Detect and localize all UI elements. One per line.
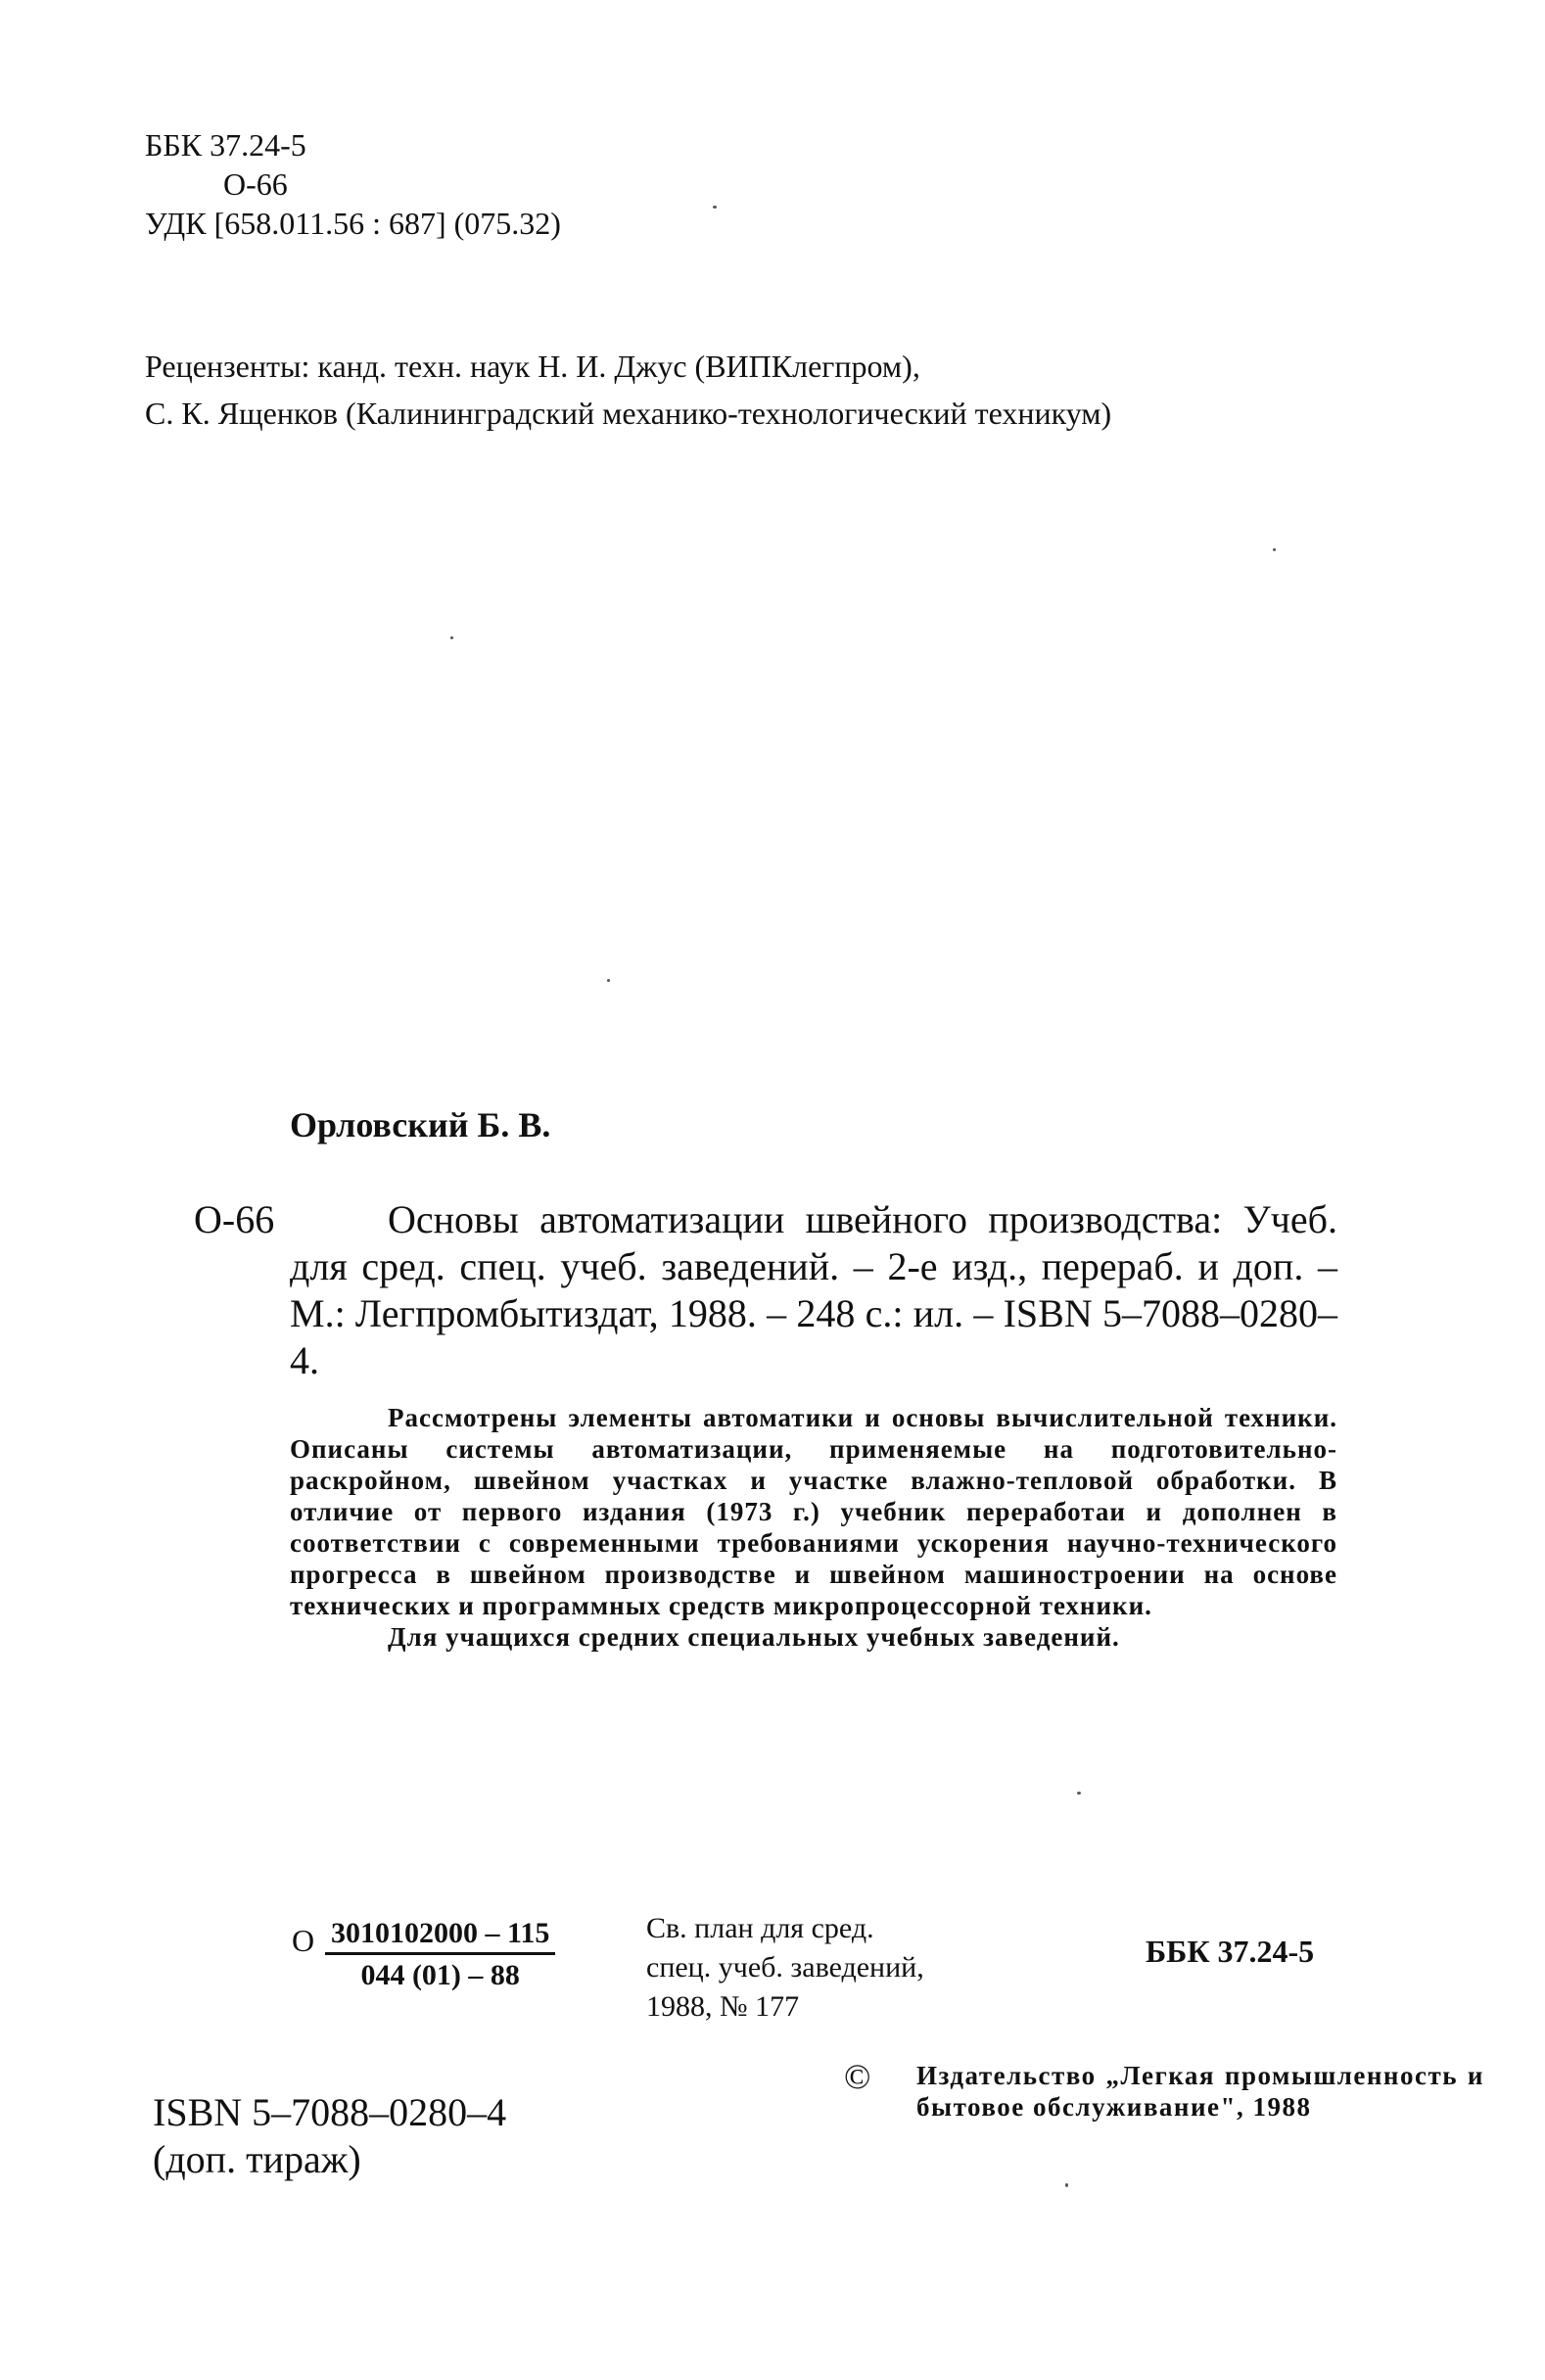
index-letter: О (292, 1923, 315, 1958)
title-entry (290, 1196, 1337, 1384)
isbn-number: ISBN 5–7088–0280–4 (153, 2090, 507, 2134)
plan-line-1: Св. план для сред. (646, 1912, 874, 1944)
reviewers-block (145, 343, 1111, 437)
bbk-code-right: ББК 37.24-5 (1146, 1934, 1315, 1969)
author-mark: О-66 (223, 166, 288, 202)
isbn-block (153, 2089, 506, 2183)
classification-block (145, 125, 561, 243)
scan-speck (1273, 548, 1276, 551)
reviewers-line-2: С. К. Ященков (Калининградский механико-технологический техникум) (145, 396, 1112, 431)
plan-line-2: спец. учеб. заведений, (646, 1951, 924, 1983)
catalog-code: О-66 (194, 1197, 275, 1241)
annotation-paragraph-2: Для учащихся средних специальных учебных заведений. (388, 1622, 1120, 1652)
scan-speck (607, 979, 610, 982)
udk-code: УДК [658.011.56 : 687] (075.32) (145, 206, 561, 241)
isbn-note: (доп. тираж) (153, 2137, 361, 2181)
index-numerator: 3010102000 – 115 (325, 1917, 555, 1955)
publication-plan (646, 1909, 924, 2027)
index-fraction (325, 1917, 555, 1992)
publisher-copyright: Издательство „Легкая промышленность и бытовое обслуживание", 1988 (916, 2061, 1484, 2122)
bbk-code: ББК 37.24-5 (145, 127, 306, 163)
author-name: Орловский Б. В. (290, 1105, 551, 1144)
scan-speck (1065, 2183, 1068, 2187)
index-denominator: 044 (01) – 88 (360, 1959, 520, 1991)
scan-speck (713, 206, 717, 209)
plan-line-3: 1988, № 177 (646, 1990, 800, 2023)
annotation-block (290, 1402, 1337, 1653)
copyright-icon: © (844, 2057, 871, 2096)
scan-speck (1077, 1792, 1081, 1795)
reviewers-line-1: Рецензенты: канд. техн. наук Н. И. Джус (ВИПКлегпром), (145, 349, 920, 384)
scan-speck (450, 636, 453, 639)
title-entry-text: Основы автоматизации швейного производства: Учеб. для сред. спец. учеб. заведений. – 2-е изд., перераб. и доп. – М.: Легпромбытиздат, 1988. – 248 с.: ил. – ISBN 5–7088–0280–4. (290, 1197, 1337, 1382)
annotation-paragraph-1: Рассмотрены элементы автоматики и основы вычислительной техники. Описаны системы автоматизации, применяемые на подготовительно-раскройном, швейном участках и участке влажно-тепловой обработки. В отличие от первого издания (1973 г.) учебник переработаи и дополнен в соответствии с современными требованиями ускорения научно-технического прогресса в швейном производстве и швейном машиностроении на основе технических и программных средств микропроцессорной техники. (290, 1403, 1337, 1620)
